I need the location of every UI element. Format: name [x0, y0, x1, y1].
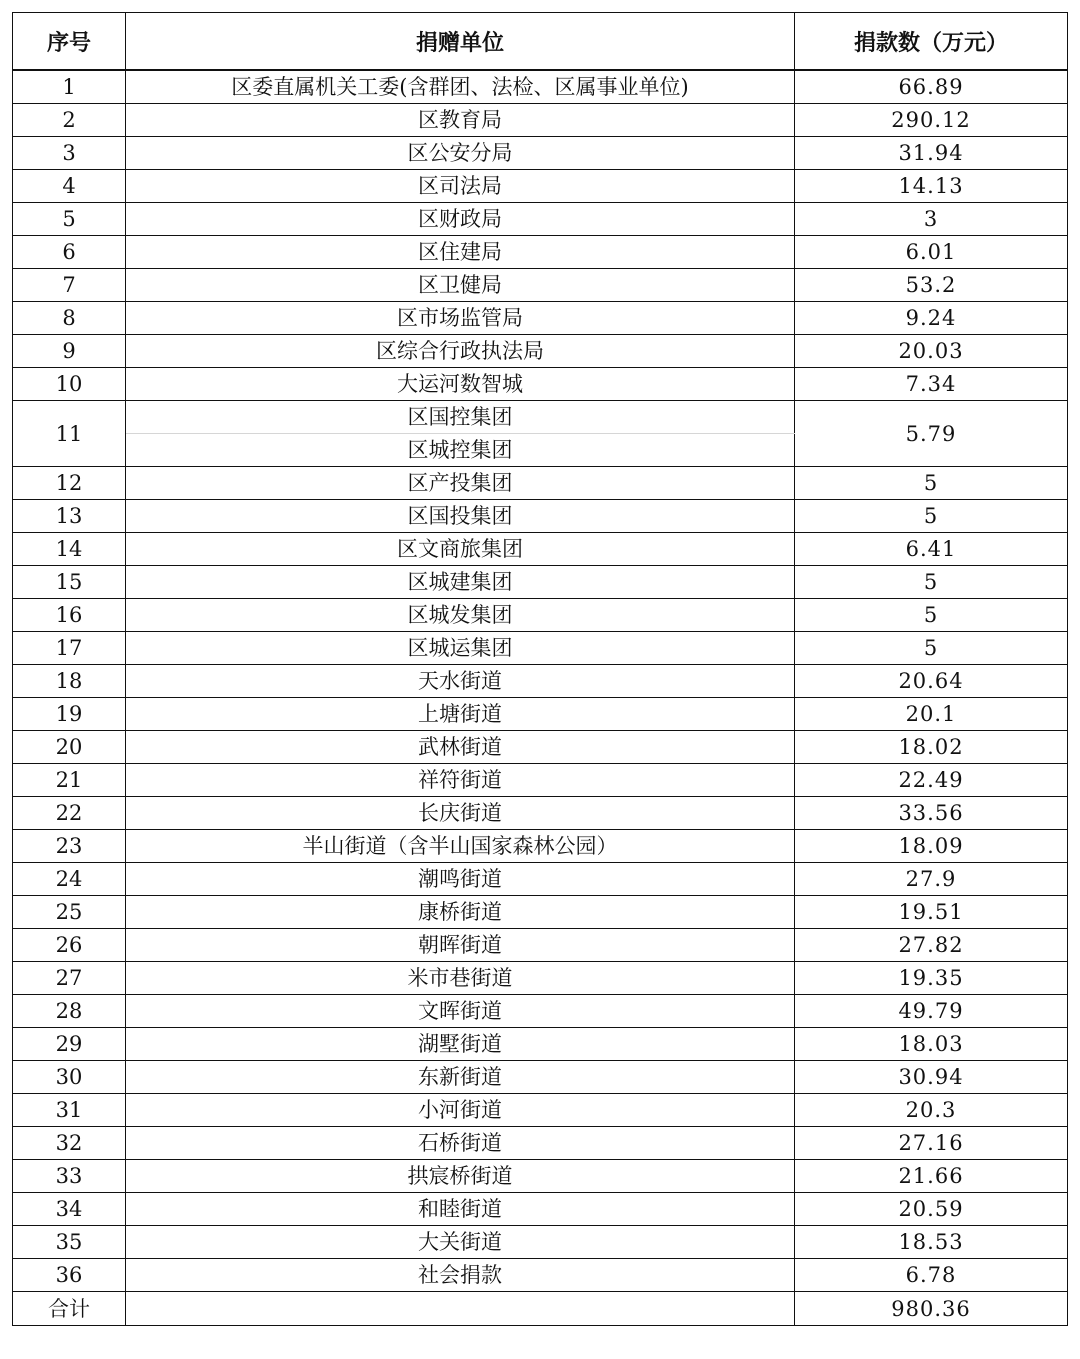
- row-index: 9: [13, 335, 126, 368]
- row-amount: 19.51: [795, 896, 1068, 929]
- row-index: 27: [13, 962, 126, 995]
- row-index: 36: [13, 1259, 126, 1292]
- table-row: [13, 797, 1068, 830]
- row-amount: 5: [795, 566, 1068, 599]
- row-index: 12: [13, 467, 126, 500]
- row-amount: 5: [795, 500, 1068, 533]
- row-index: 7: [13, 269, 126, 302]
- header-row: [13, 13, 1068, 71]
- row-amount: 5: [795, 467, 1068, 500]
- row-unit: 长庆街道: [126, 797, 795, 830]
- row-unit: 东新街道: [126, 1061, 795, 1094]
- row-index: 8: [13, 302, 126, 335]
- table-row: [13, 533, 1068, 566]
- row-unit: 大运河数智城: [126, 368, 795, 401]
- row-index: 35: [13, 1226, 126, 1259]
- row-amount: 18.02: [795, 731, 1068, 764]
- row-amount: 19.35: [795, 962, 1068, 995]
- row-index: 31: [13, 1094, 126, 1127]
- row-amount: 20.03: [795, 335, 1068, 368]
- row-index: 24: [13, 863, 126, 896]
- total-label: 合计: [13, 1292, 126, 1326]
- row-amount: 27.82: [795, 929, 1068, 962]
- row-amount: 6.01: [795, 236, 1068, 269]
- table-body: [13, 70, 1068, 1292]
- row-amount: 27.16: [795, 1127, 1068, 1160]
- row-unit: 区国投集团: [126, 500, 795, 533]
- row-unit: 文晖街道: [126, 995, 795, 1028]
- row-amount: 6.41: [795, 533, 1068, 566]
- total-amount: 980.36: [795, 1292, 1068, 1326]
- row-unit: 区产投集团: [126, 467, 795, 500]
- row-index: 15: [13, 566, 126, 599]
- row-unit: 潮鸣街道: [126, 863, 795, 896]
- row-index: 17: [13, 632, 126, 665]
- row-index: 14: [13, 533, 126, 566]
- row-index: 32: [13, 1127, 126, 1160]
- row-amount: 18.09: [795, 830, 1068, 863]
- row-amount: 66.89: [795, 70, 1068, 104]
- row-index: 28: [13, 995, 126, 1028]
- table-row: [13, 764, 1068, 797]
- row-amount: 5: [795, 599, 1068, 632]
- row-unit: 区城建集团: [126, 566, 795, 599]
- row-unit: 大关街道: [126, 1226, 795, 1259]
- total-unit: [126, 1292, 795, 1326]
- row-unit: 区市场监管局: [126, 302, 795, 335]
- row-unit: 小河街道: [126, 1094, 795, 1127]
- table-row: [13, 995, 1068, 1028]
- table-row: [13, 1193, 1068, 1226]
- header-amount: 捐款数（万元）: [795, 13, 1068, 71]
- row-amount: 49.79: [795, 995, 1068, 1028]
- row-index: 5: [13, 203, 126, 236]
- row-amount: 3: [795, 203, 1068, 236]
- row-index: 2: [13, 104, 126, 137]
- row-index: 18: [13, 665, 126, 698]
- table-row: [13, 698, 1068, 731]
- header-index: 序号: [13, 13, 126, 71]
- row-index: 11: [13, 401, 126, 467]
- row-index: 33: [13, 1160, 126, 1193]
- row-unit: 区城控集团: [126, 434, 795, 467]
- table-row: [13, 731, 1068, 764]
- table-row: [13, 1028, 1068, 1061]
- row-amount: 20.1: [795, 698, 1068, 731]
- table-row: [13, 302, 1068, 335]
- table-row: [13, 566, 1068, 599]
- table-row: [13, 269, 1068, 302]
- table-row: [13, 368, 1068, 401]
- row-amount: 290.12: [795, 104, 1068, 137]
- row-unit: 米市巷街道: [126, 962, 795, 995]
- row-amount: 31.94: [795, 137, 1068, 170]
- row-unit: 康桥街道: [126, 896, 795, 929]
- row-amount: 20.59: [795, 1193, 1068, 1226]
- row-index: 20: [13, 731, 126, 764]
- row-index: 30: [13, 1061, 126, 1094]
- table-row: [13, 104, 1068, 137]
- row-index: 6: [13, 236, 126, 269]
- row-unit: 区住建局: [126, 236, 795, 269]
- row-index: 19: [13, 698, 126, 731]
- row-unit: 石桥街道: [126, 1127, 795, 1160]
- total-row: [13, 1292, 1068, 1326]
- row-unit: 区文商旅集团: [126, 533, 795, 566]
- row-unit: 区综合行政执法局: [126, 335, 795, 368]
- row-unit: 区教育局: [126, 104, 795, 137]
- row-unit: 半山街道（含半山国家森林公园）: [126, 830, 795, 863]
- row-amount: 6.78: [795, 1259, 1068, 1292]
- row-index: 21: [13, 764, 126, 797]
- table-row: [13, 929, 1068, 962]
- table-row: [13, 137, 1068, 170]
- table-row: [13, 1259, 1068, 1292]
- table-row: [13, 599, 1068, 632]
- table-row: [13, 467, 1068, 500]
- table-row: [13, 236, 1068, 269]
- row-amount: 9.24: [795, 302, 1068, 335]
- row-unit: 上塘街道: [126, 698, 795, 731]
- row-amount: 53.2: [795, 269, 1068, 302]
- row-amount: 22.49: [795, 764, 1068, 797]
- row-amount: 20.64: [795, 665, 1068, 698]
- row-amount: 21.66: [795, 1160, 1068, 1193]
- row-amount: 33.56: [795, 797, 1068, 830]
- row-index: 3: [13, 137, 126, 170]
- row-amount: 18.53: [795, 1226, 1068, 1259]
- row-unit: 区国控集团: [126, 401, 795, 434]
- table-row: [13, 500, 1068, 533]
- table-row: [13, 665, 1068, 698]
- row-unit: 区城发集团: [126, 599, 795, 632]
- row-index: 16: [13, 599, 126, 632]
- table-row: [13, 1094, 1068, 1127]
- row-unit: 祥符街道: [126, 764, 795, 797]
- row-amount: 18.03: [795, 1028, 1068, 1061]
- row-index: 23: [13, 830, 126, 863]
- header-unit: 捐赠单位: [126, 13, 795, 71]
- table-row: [13, 896, 1068, 929]
- row-unit: 区财政局: [126, 203, 795, 236]
- row-index: 22: [13, 797, 126, 830]
- row-unit: 天水街道: [126, 665, 795, 698]
- row-index: 4: [13, 170, 126, 203]
- table-row: [13, 632, 1068, 665]
- table-row: [13, 1226, 1068, 1259]
- table-row: [13, 335, 1068, 368]
- table-row: [13, 1061, 1068, 1094]
- row-unit: 和睦街道: [126, 1193, 795, 1226]
- row-index: 1: [13, 70, 126, 104]
- row-index: 29: [13, 1028, 126, 1061]
- table-row: [13, 70, 1068, 104]
- row-unit: 武林街道: [126, 731, 795, 764]
- row-amount: 7.34: [795, 368, 1068, 401]
- row-index: 10: [13, 368, 126, 401]
- table-row: [13, 863, 1068, 896]
- row-index: 34: [13, 1193, 126, 1226]
- table-row: [13, 401, 1068, 434]
- row-amount: 20.3: [795, 1094, 1068, 1127]
- row-unit: 社会捐款: [126, 1259, 795, 1292]
- row-amount: 30.94: [795, 1061, 1068, 1094]
- row-amount: 14.13: [795, 170, 1068, 203]
- table-row: [13, 1127, 1068, 1160]
- row-amount: 5.79: [795, 401, 1068, 467]
- row-amount: 27.9: [795, 863, 1068, 896]
- table-row: [13, 203, 1068, 236]
- row-amount: 5: [795, 632, 1068, 665]
- row-index: 25: [13, 896, 126, 929]
- row-unit: 湖墅街道: [126, 1028, 795, 1061]
- row-unit: 朝晖街道: [126, 929, 795, 962]
- row-unit: 区司法局: [126, 170, 795, 203]
- row-index: 13: [13, 500, 126, 533]
- row-index: 26: [13, 929, 126, 962]
- donation-table: [12, 12, 1068, 1326]
- row-unit: 区卫健局: [126, 269, 795, 302]
- table-row: [13, 962, 1068, 995]
- row-unit: 区委直属机关工委(含群团、法检、区属事业单位): [126, 70, 795, 104]
- row-unit: 拱宸桥街道: [126, 1160, 795, 1193]
- row-unit: 区城运集团: [126, 632, 795, 665]
- table-row: [13, 1160, 1068, 1193]
- table-row: [13, 170, 1068, 203]
- row-unit: 区公安分局: [126, 137, 795, 170]
- table-row: [13, 830, 1068, 863]
